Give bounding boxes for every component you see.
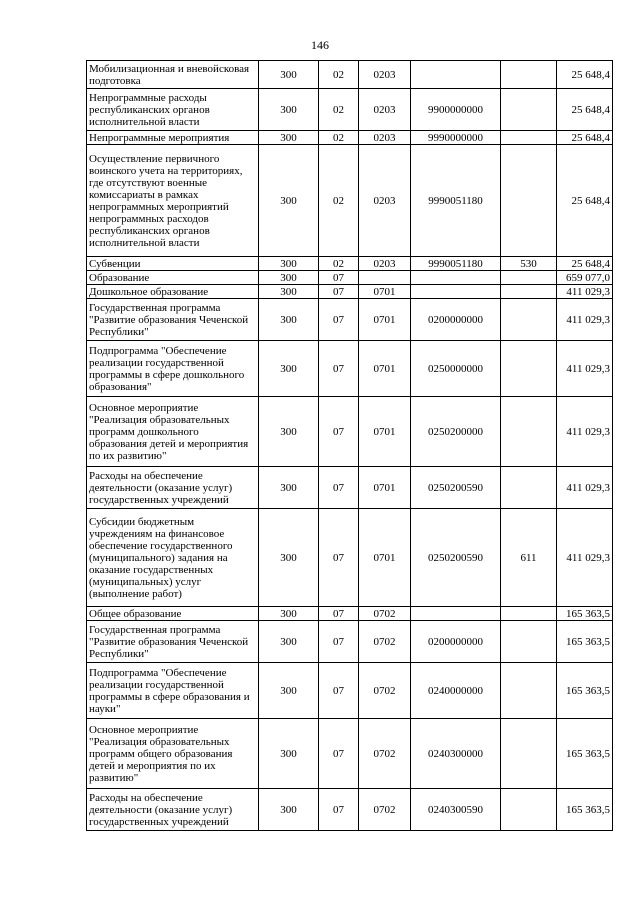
table-row — [87, 397, 613, 467]
row-ved: 300 — [259, 467, 319, 509]
row-name: Образование — [87, 271, 259, 285]
row-sum: 659 077,0 — [557, 271, 613, 285]
row-rz: 07 — [319, 719, 359, 789]
row-sum: 411 029,3 — [557, 397, 613, 467]
table-row — [87, 789, 613, 831]
table-row — [87, 61, 613, 89]
budget-table — [86, 60, 613, 831]
row-rz: 07 — [319, 271, 359, 285]
row-csr: 0200000000 — [411, 621, 501, 663]
row-csr: 0240000000 — [411, 663, 501, 719]
row-name: Подпрограмма "Обеспечение реализации государственной программы в сфере дошкольного образования" — [87, 341, 259, 397]
row-sum: 411 029,3 — [557, 467, 613, 509]
row-rz: 07 — [319, 285, 359, 299]
row-pr: 0701 — [359, 341, 411, 397]
row-name: Подпрограмма "Обеспечение реализации государственной программы в сфере образования и науки" — [87, 663, 259, 719]
row-ved: 300 — [259, 271, 319, 285]
row-ved: 300 — [259, 509, 319, 607]
row-sum: 25 648,4 — [557, 89, 613, 131]
row-name: Субвенции — [87, 257, 259, 271]
row-rz: 07 — [319, 607, 359, 621]
row-rz: 07 — [319, 299, 359, 341]
row-name: Государственная программа "Развитие образования Чеченской Республики" — [87, 621, 259, 663]
row-vr — [501, 131, 557, 145]
row-sum: 25 648,4 — [557, 145, 613, 257]
row-csr — [411, 285, 501, 299]
table-row — [87, 467, 613, 509]
row-ved: 300 — [259, 607, 319, 621]
row-ved: 300 — [259, 257, 319, 271]
row-csr: 9990000000 — [411, 131, 501, 145]
row-csr: 0250200000 — [411, 397, 501, 467]
table-row — [87, 145, 613, 257]
row-rz: 07 — [319, 509, 359, 607]
row-csr: 0250200590 — [411, 509, 501, 607]
row-rz: 07 — [319, 663, 359, 719]
row-ved: 300 — [259, 89, 319, 131]
row-vr — [501, 607, 557, 621]
row-rz: 02 — [319, 257, 359, 271]
table-row — [87, 257, 613, 271]
table-row — [87, 299, 613, 341]
table-row — [87, 285, 613, 299]
row-pr: 0701 — [359, 467, 411, 509]
row-pr: 0702 — [359, 621, 411, 663]
row-pr: 0702 — [359, 789, 411, 831]
row-csr: 0200000000 — [411, 299, 501, 341]
row-ved: 300 — [259, 131, 319, 145]
row-vr — [501, 467, 557, 509]
row-ved: 300 — [259, 719, 319, 789]
row-rz: 02 — [319, 145, 359, 257]
row-rz: 02 — [319, 89, 359, 131]
row-vr — [501, 61, 557, 89]
row-vr — [501, 341, 557, 397]
row-rz: 07 — [319, 789, 359, 831]
table-row — [87, 719, 613, 789]
row-vr — [501, 719, 557, 789]
row-name: Субсидии бюджетным учреждениям на финансовое обеспечение государственного (муниципального) задания на оказание государственных (муниципальных) услуг (выполнение работ) — [87, 509, 259, 607]
row-name: Расходы на обеспечение деятельности (оказание услуг) государственных учреждений — [87, 467, 259, 509]
row-ved: 300 — [259, 663, 319, 719]
table-row — [87, 271, 613, 285]
row-ved: 300 — [259, 61, 319, 89]
row-pr: 0702 — [359, 607, 411, 621]
row-sum: 165 363,5 — [557, 789, 613, 831]
row-sum: 25 648,4 — [557, 257, 613, 271]
row-name: Непрограммные расходы республиканских органов исполнительной власти — [87, 89, 259, 131]
table-row — [87, 509, 613, 607]
row-csr: 0240300000 — [411, 719, 501, 789]
row-vr: 530 — [501, 257, 557, 271]
row-sum: 411 029,3 — [557, 299, 613, 341]
row-name: Расходы на обеспечение деятельности (оказание услуг) государственных учреждений — [87, 789, 259, 831]
row-vr — [501, 285, 557, 299]
row-pr — [359, 271, 411, 285]
row-ved: 300 — [259, 285, 319, 299]
row-vr — [501, 397, 557, 467]
row-sum: 165 363,5 — [557, 719, 613, 789]
row-vr — [501, 789, 557, 831]
row-name: Государственная программа "Развитие образования Чеченской Республики" — [87, 299, 259, 341]
row-pr: 0203 — [359, 61, 411, 89]
table-row — [87, 663, 613, 719]
row-csr: 9900000000 — [411, 89, 501, 131]
row-pr: 0203 — [359, 131, 411, 145]
row-pr: 0701 — [359, 285, 411, 299]
row-vr — [501, 621, 557, 663]
row-name: Общее образование — [87, 607, 259, 621]
row-pr: 0203 — [359, 145, 411, 257]
table-row — [87, 89, 613, 131]
row-vr — [501, 299, 557, 341]
row-ved: 300 — [259, 621, 319, 663]
row-ved: 300 — [259, 789, 319, 831]
row-name: Основное мероприятие "Реализация образовательных программ общего образования детей и мероприятия по их развитию" — [87, 719, 259, 789]
row-sum: 165 363,5 — [557, 621, 613, 663]
row-sum: 411 029,3 — [557, 285, 613, 299]
row-name: Осуществление первичного воинского учета на территориях, где отсутствуют военные комиссариаты в рамках непрограммных мероприятий непрограммных расходов республиканских органов исполнительной власти — [87, 145, 259, 257]
row-name: Мобилизационная и вневойсковая подготовка — [87, 61, 259, 89]
row-csr — [411, 607, 501, 621]
row-pr: 0701 — [359, 299, 411, 341]
row-csr: 0250000000 — [411, 341, 501, 397]
row-ved: 300 — [259, 397, 319, 467]
row-csr: 0240300590 — [411, 789, 501, 831]
page-number: 146 — [311, 38, 329, 52]
row-pr: 0702 — [359, 663, 411, 719]
row-pr: 0701 — [359, 397, 411, 467]
row-ved: 300 — [259, 145, 319, 257]
row-name: Основное мероприятие "Реализация образовательных программ дошкольного образования детей и мероприятия по их развитию" — [87, 397, 259, 467]
row-csr: 9990051180 — [411, 257, 501, 271]
row-pr: 0203 — [359, 257, 411, 271]
row-sum: 25 648,4 — [557, 131, 613, 145]
row-name: Непрограммные мероприятия — [87, 131, 259, 145]
row-vr — [501, 89, 557, 131]
row-csr: 0250200590 — [411, 467, 501, 509]
row-sum: 25 648,4 — [557, 61, 613, 89]
row-csr — [411, 271, 501, 285]
row-rz: 07 — [319, 397, 359, 467]
row-csr: 9990051180 — [411, 145, 501, 257]
row-sum: 165 363,5 — [557, 607, 613, 621]
row-vr — [501, 271, 557, 285]
row-rz: 02 — [319, 61, 359, 89]
row-pr: 0702 — [359, 719, 411, 789]
table-row — [87, 131, 613, 145]
row-sum: 411 029,3 — [557, 509, 613, 607]
row-vr — [501, 663, 557, 719]
row-rz: 07 — [319, 341, 359, 397]
row-name: Дошкольное образование — [87, 285, 259, 299]
row-ved: 300 — [259, 341, 319, 397]
table-row — [87, 621, 613, 663]
row-rz: 07 — [319, 467, 359, 509]
row-sum: 411 029,3 — [557, 341, 613, 397]
table-row — [87, 341, 613, 397]
row-rz: 02 — [319, 131, 359, 145]
row-csr — [411, 61, 501, 89]
row-pr: 0203 — [359, 89, 411, 131]
row-rz: 07 — [319, 621, 359, 663]
row-vr — [501, 145, 557, 257]
row-sum: 165 363,5 — [557, 663, 613, 719]
row-vr: 611 — [501, 509, 557, 607]
table-row — [87, 607, 613, 621]
row-pr: 0701 — [359, 509, 411, 607]
row-ved: 300 — [259, 299, 319, 341]
